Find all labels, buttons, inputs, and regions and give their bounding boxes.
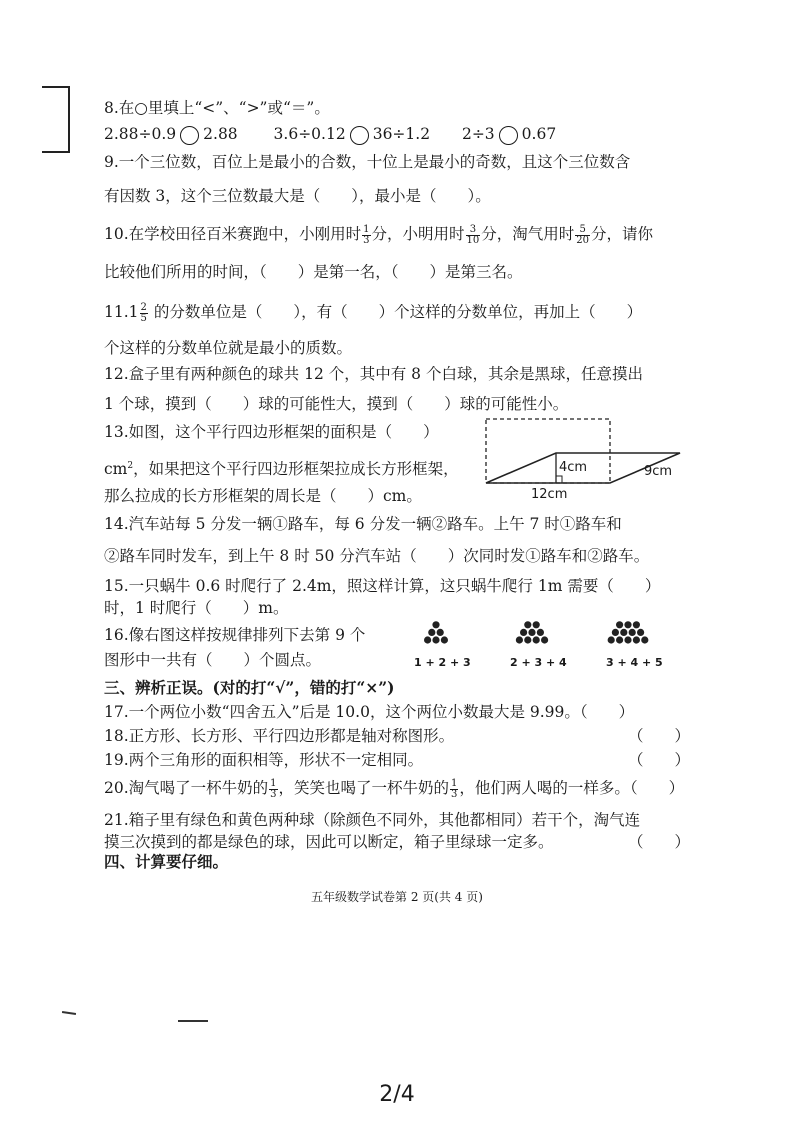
page-number: 2/4 <box>379 1082 415 1107</box>
question-18: 18.正方形、长方形、平行四边形都是轴对称图形。 <box>104 727 455 745</box>
question-13-line-2 <box>104 456 459 479</box>
question-17: 17.一个两位小数“四舍五入”后是 10.0，这个两位小数最大是 9.99。（ ） <box>104 703 635 721</box>
question-15-line-2: 时，1 时爬行（ ）m。 <box>104 599 289 617</box>
page-footer: 五年级数学试卷第 2 页(共 4 页) <box>311 890 483 904</box>
fraction-five-twentieths <box>575 225 590 246</box>
dot-label-2: 2 + 3 + 4 <box>510 656 567 669</box>
pattern-dot <box>533 636 540 643</box>
section-4-heading: 四、计算要仔细。 <box>104 852 229 871</box>
pattern-dot <box>633 636 640 643</box>
question-21-line-1: 21.箱子里有绿色和黄色两种球（除颜色不同外，其他都相同）若干个，淘气连 <box>104 811 641 829</box>
answer-paren-21[interactable]: （ ） <box>628 833 691 851</box>
frac-den: 20 <box>576 234 590 246</box>
answer-paren-19[interactable]: （ ） <box>628 751 691 769</box>
q20-text-2: ，笑笑也喝了一杯牛奶的 <box>278 779 450 797</box>
dot-pattern-figure <box>400 614 690 654</box>
frac-num: 1 <box>363 223 370 235</box>
pattern-dot <box>528 629 535 636</box>
answer-paren-18[interactable]: （ ） <box>628 727 691 745</box>
q11-whole: 11.1 <box>104 303 139 321</box>
fraction-one-third <box>269 779 277 800</box>
question-13-line-3: 那么拉成的长方形框架的周长是（ ）cm。 <box>104 487 422 505</box>
answer-circle[interactable] <box>180 126 199 145</box>
q20-text-1: 20.淘气喝了一杯牛奶的 <box>104 779 269 797</box>
pattern-dot <box>541 636 548 643</box>
frac-den: 5 <box>140 312 147 324</box>
pattern-dot <box>620 629 627 636</box>
margin-bracket <box>42 86 70 153</box>
q10-text-4: 分，请你 <box>591 225 654 243</box>
frac-num: 3 <box>466 225 481 236</box>
q8-item-2-right: 36÷1.2 <box>372 125 431 143</box>
pattern-dot <box>441 636 448 643</box>
q10-text-3: 分，淘气用时 <box>481 225 575 243</box>
dot-label-1: 1 + 2 + 3 <box>414 656 471 669</box>
question-21-line-2: 摸三次摸到的都是绿色的球，因此可以断定，箱子里绿球一定多。 <box>104 833 554 851</box>
pattern-dot <box>616 636 623 643</box>
answer-circle[interactable] <box>499 126 518 145</box>
question-11-line-2: 个这样的分数单位就是最小的质数。 <box>104 339 353 357</box>
right-angle-mark <box>556 476 562 483</box>
q11-text: 的分数单位是（ ），有（ ）个这样的分数单位，再加上（ ） <box>148 303 643 321</box>
fraction-three-tenths <box>466 225 481 246</box>
dot-label-3: 3 + 4 + 5 <box>606 656 663 669</box>
pattern-dot <box>432 636 439 643</box>
question-15-line-1: 15.一只蜗牛 0.6 时爬行了 2.4m，照这样计算，这只蜗牛爬行 1m 需要（ ） <box>104 577 661 595</box>
q8-item-2-left: 3.6÷0.12 <box>273 125 346 143</box>
stray-mark <box>62 1011 76 1015</box>
dashed-rectangle <box>486 419 610 483</box>
frac-den: 3 <box>363 234 370 246</box>
section-3-heading: 三、辨析正误。(对的打“√”，错的打“×”) <box>104 678 395 697</box>
frac-den: 3 <box>270 788 277 800</box>
frac-num: 1 <box>451 777 458 789</box>
pattern-dot <box>424 636 431 643</box>
pattern-dot <box>637 629 644 636</box>
question-16-line-2: 图形中一共有（ ）个圆点。 <box>104 651 322 669</box>
fraction-one-third <box>450 779 458 800</box>
fraction-two-fifths <box>140 303 148 324</box>
q8-item-3-left: 2÷3 <box>461 125 495 143</box>
q13-unit: cm <box>104 460 128 479</box>
question-14-line-2: ②路车同时发车，到上午 8 时 50 分汽车站（ ）次同时发①路车和②路车。 <box>104 547 650 565</box>
pattern-dot <box>520 629 527 636</box>
pattern-dot <box>524 636 531 643</box>
q10-text-2: 分，小明用时 <box>371 225 465 243</box>
question-16-line-1: 16.像右图这样按规律排列下去第 9 个 <box>104 626 366 644</box>
pattern-dot <box>428 629 435 636</box>
pattern-dot <box>641 636 648 643</box>
pattern-dot <box>437 629 444 636</box>
pattern-dot <box>616 621 623 628</box>
q13-unit-sup: 2 <box>127 461 134 471</box>
q13-text: ，如果把这个平行四边形框架拉成长方形框架， <box>133 460 459 479</box>
pattern-dot <box>432 621 439 628</box>
pattern-dot <box>524 621 531 628</box>
pattern-dot <box>516 636 523 643</box>
frac-den: 10 <box>466 234 480 246</box>
q8-item-1-right: 2.88 <box>203 125 238 143</box>
question-14-line-1: 14.汽车站每 5 分发一辆①路车，每 6 分发一辆②路车。上午 7 时①路车和 <box>104 515 622 533</box>
pattern-dot <box>533 621 540 628</box>
q20-text-3: ，他们两人喝的一样多。（ ） <box>459 779 685 797</box>
figure-base-label: 12cm <box>531 487 568 502</box>
stray-mark <box>178 1020 208 1022</box>
frac-num: 2 <box>140 301 147 313</box>
frac-num: 5 <box>575 225 590 236</box>
pattern-dot <box>537 629 544 636</box>
question-19: 19.两个三角形的面积相等，形状不一定相同。 <box>104 751 424 769</box>
q10-text-1: 10.在学校田径百米赛跑中，小刚用时 <box>104 225 362 243</box>
pattern-dot <box>608 636 615 643</box>
question-12-line-2: 1 个球，摸到（ ）球的可能性大，摸到（ ）球的可能性小。 <box>104 395 569 413</box>
question-10-line-1 <box>104 224 653 246</box>
fraction-one-third <box>362 225 370 246</box>
pattern-dot <box>624 636 631 643</box>
frac-den: 3 <box>451 788 458 800</box>
q8-item-1-left: 2.88÷0.9 <box>104 125 177 143</box>
frac-num: 1 <box>270 777 277 789</box>
question-9-line-1: 9.一个三位数，百位上是最小的合数，十位上是最小的奇数，且这个三位数含 <box>104 153 631 171</box>
pattern-dot <box>633 621 640 628</box>
pattern-dot <box>612 629 619 636</box>
question-9-line-2: 有因数 3，这个三位数最大是（ ），最小是（ ）。 <box>104 187 491 205</box>
question-8-title: 8.在○里填上“<”、“>”或“＝”。 <box>104 99 330 117</box>
pattern-dot <box>624 621 631 628</box>
question-20 <box>104 778 684 800</box>
q8-item-3-right: 0.67 <box>521 125 557 143</box>
figure-side-label: 9cm <box>644 464 673 479</box>
question-10-line-2: 比较他们所用的时间，（ ）是第一名，（ ）是第三名。 <box>104 263 523 281</box>
question-11-line-1 <box>104 302 642 324</box>
question-8-items <box>104 124 556 145</box>
question-12-line-1: 12.盒子里有两种颜色的球共 12 个，其中有 8 个白球，其余是黑球，任意摸出 <box>104 365 643 383</box>
answer-circle[interactable] <box>350 126 369 145</box>
pattern-dot <box>629 629 636 636</box>
figure-height-label: 4cm <box>559 460 588 475</box>
question-13-line-1: 13.如图，这个平行四边形框架的面积是（ ） <box>104 423 439 441</box>
